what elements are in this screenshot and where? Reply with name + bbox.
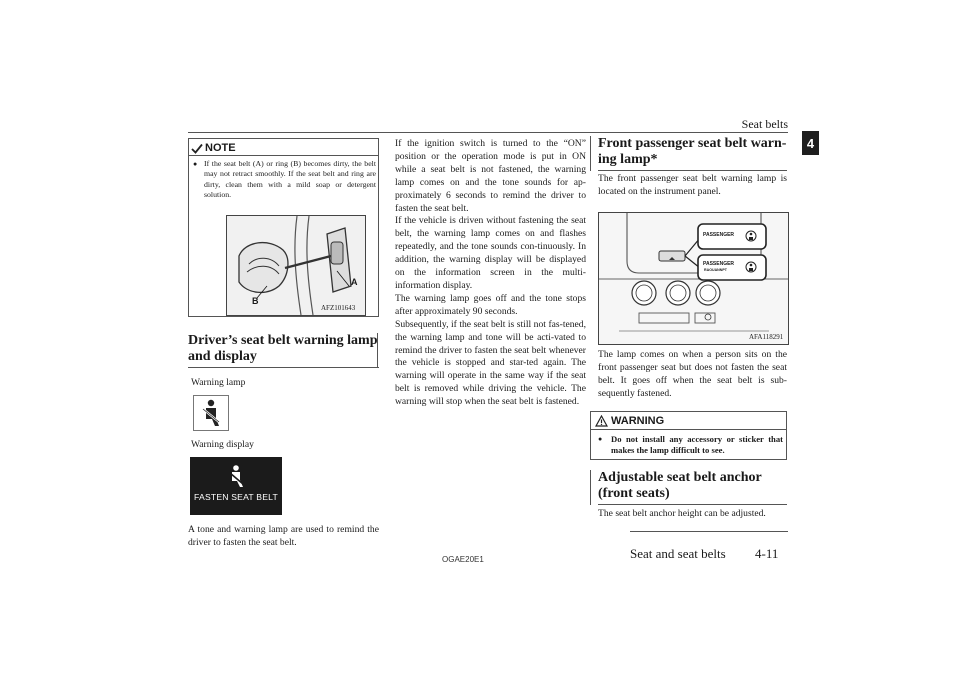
page-number: 4-11 <box>755 546 779 561</box>
note-text: If the seat belt (A) or ring (B) becomes dirty, the belt may not retract smoothly. If the seat belt and ring are dirty, clean them with a mild soap or detergent solution. <box>204 159 376 200</box>
warning-bullet: ● <box>598 435 603 443</box>
seat-belt-ring-figure <box>226 215 366 316</box>
footer-rule <box>630 531 788 532</box>
note-box <box>188 138 379 317</box>
driver-body-text: A tone and warning lamp are used to remind the driver to fasten the seat belt. <box>188 524 379 548</box>
heading-rule-vertical <box>377 333 378 368</box>
instrument-panel-figure <box>598 212 789 345</box>
paragraph: Subsequently, if the seat belt is still not fas-tened, the warning lamp and tone will be acti-vated to remind the driver to fasten the seat belt whenever the vehicle is stopped and star-ted again. The warning will operate in the same way if the seat belt is removed while driving the vehicle. The warning will stop when the seat belt is fastened. <box>395 318 586 408</box>
seat-belt-person-icon <box>194 396 228 430</box>
warning-item <box>598 434 783 456</box>
warning-display-label: Warning display <box>191 439 254 450</box>
callout-b: B <box>252 296 259 306</box>
seat-belt-warning-lamp-icon <box>193 395 229 431</box>
heading-rule-vertical <box>590 136 591 171</box>
panel-label-top: PASSENGER <box>703 232 735 238</box>
middle-column <box>395 138 586 409</box>
footer-section-title: Seat and seat belts <box>630 546 726 561</box>
fasten-seat-belt-display <box>190 457 282 515</box>
warning-text: Do not install any accessory or sticker that makes the lamp difficult to see. <box>611 434 783 455</box>
note-bullet: ● <box>193 160 198 168</box>
paragraph: If the vehicle is driven without fastening the seat belt, the warning lamp comes on and flashes repeatedly, and the tone sounds con-tinuously. In addition, the warning display will be displayed on the information screen in the multi-information display. <box>395 215 586 291</box>
seat-belt-person-white-icon <box>190 463 282 493</box>
paragraph: If the ignition switch is turned to the “ON” position or the operation mode is put in ON while a seat belt is not fastened, the warning lamp comes on and the tone sounds for ap-proximately 6 seconds to remind the driver to fasten the seat belt. <box>395 138 586 214</box>
fasten-seat-belt-text: FASTEN SEAT BELT <box>194 492 278 502</box>
note-label <box>191 142 236 154</box>
paragraph: The warning lamp goes off and the tone stops after approximately 90 seconds. <box>395 292 586 317</box>
note-rule <box>189 155 378 156</box>
note-label-text: NOTE <box>205 142 236 154</box>
anchor-body-text: The seat belt anchor height can be adjusted. <box>598 508 766 519</box>
heading-rule-vertical <box>590 470 591 505</box>
note-check-icon <box>191 143 203 154</box>
warning-lamp-label: Warning lamp <box>191 377 246 388</box>
warning-box <box>590 411 787 460</box>
note-item <box>193 159 376 201</box>
figure-code: AFZ101643 <box>321 304 356 312</box>
passenger-intro: The front passenger seat belt warning lamp is located on the instrument panel. <box>598 173 787 197</box>
warning-rule <box>591 429 786 430</box>
warning-label-text: WARNING <box>611 415 665 427</box>
section-heading-driver: Driver’s seat belt warning lamp and display <box>188 333 379 368</box>
panel-label-bottom: PASSENGER <box>703 261 735 267</box>
seat-belt-ring-illustration <box>227 216 365 315</box>
callout-a: A <box>351 277 358 287</box>
warning-triangle-icon <box>595 415 608 427</box>
footer-code: OGAE20E1 <box>442 555 484 564</box>
chapter-tab: 4 <box>802 131 819 155</box>
header-rule <box>188 132 788 133</box>
instrument-panel-illustration <box>599 213 788 344</box>
warning-label <box>595 415 664 427</box>
running-head: Seat belts <box>741 117 788 131</box>
panel-label-bottom-sub: RAOUANNPT <box>704 268 727 272</box>
section-heading-anchor: Adjustable seat belt anchor (front seats) <box>598 470 787 505</box>
passenger-body-text: The lamp comes on when a person sits on the front passenger seat but does not fasten the seat belt. It goes off when the seat belt is sub-sequently fastened. <box>598 349 787 399</box>
figure-code: AFA118291 <box>749 333 784 341</box>
section-heading-passenger: Front passenger seat belt warn-ing lamp* <box>598 136 787 171</box>
